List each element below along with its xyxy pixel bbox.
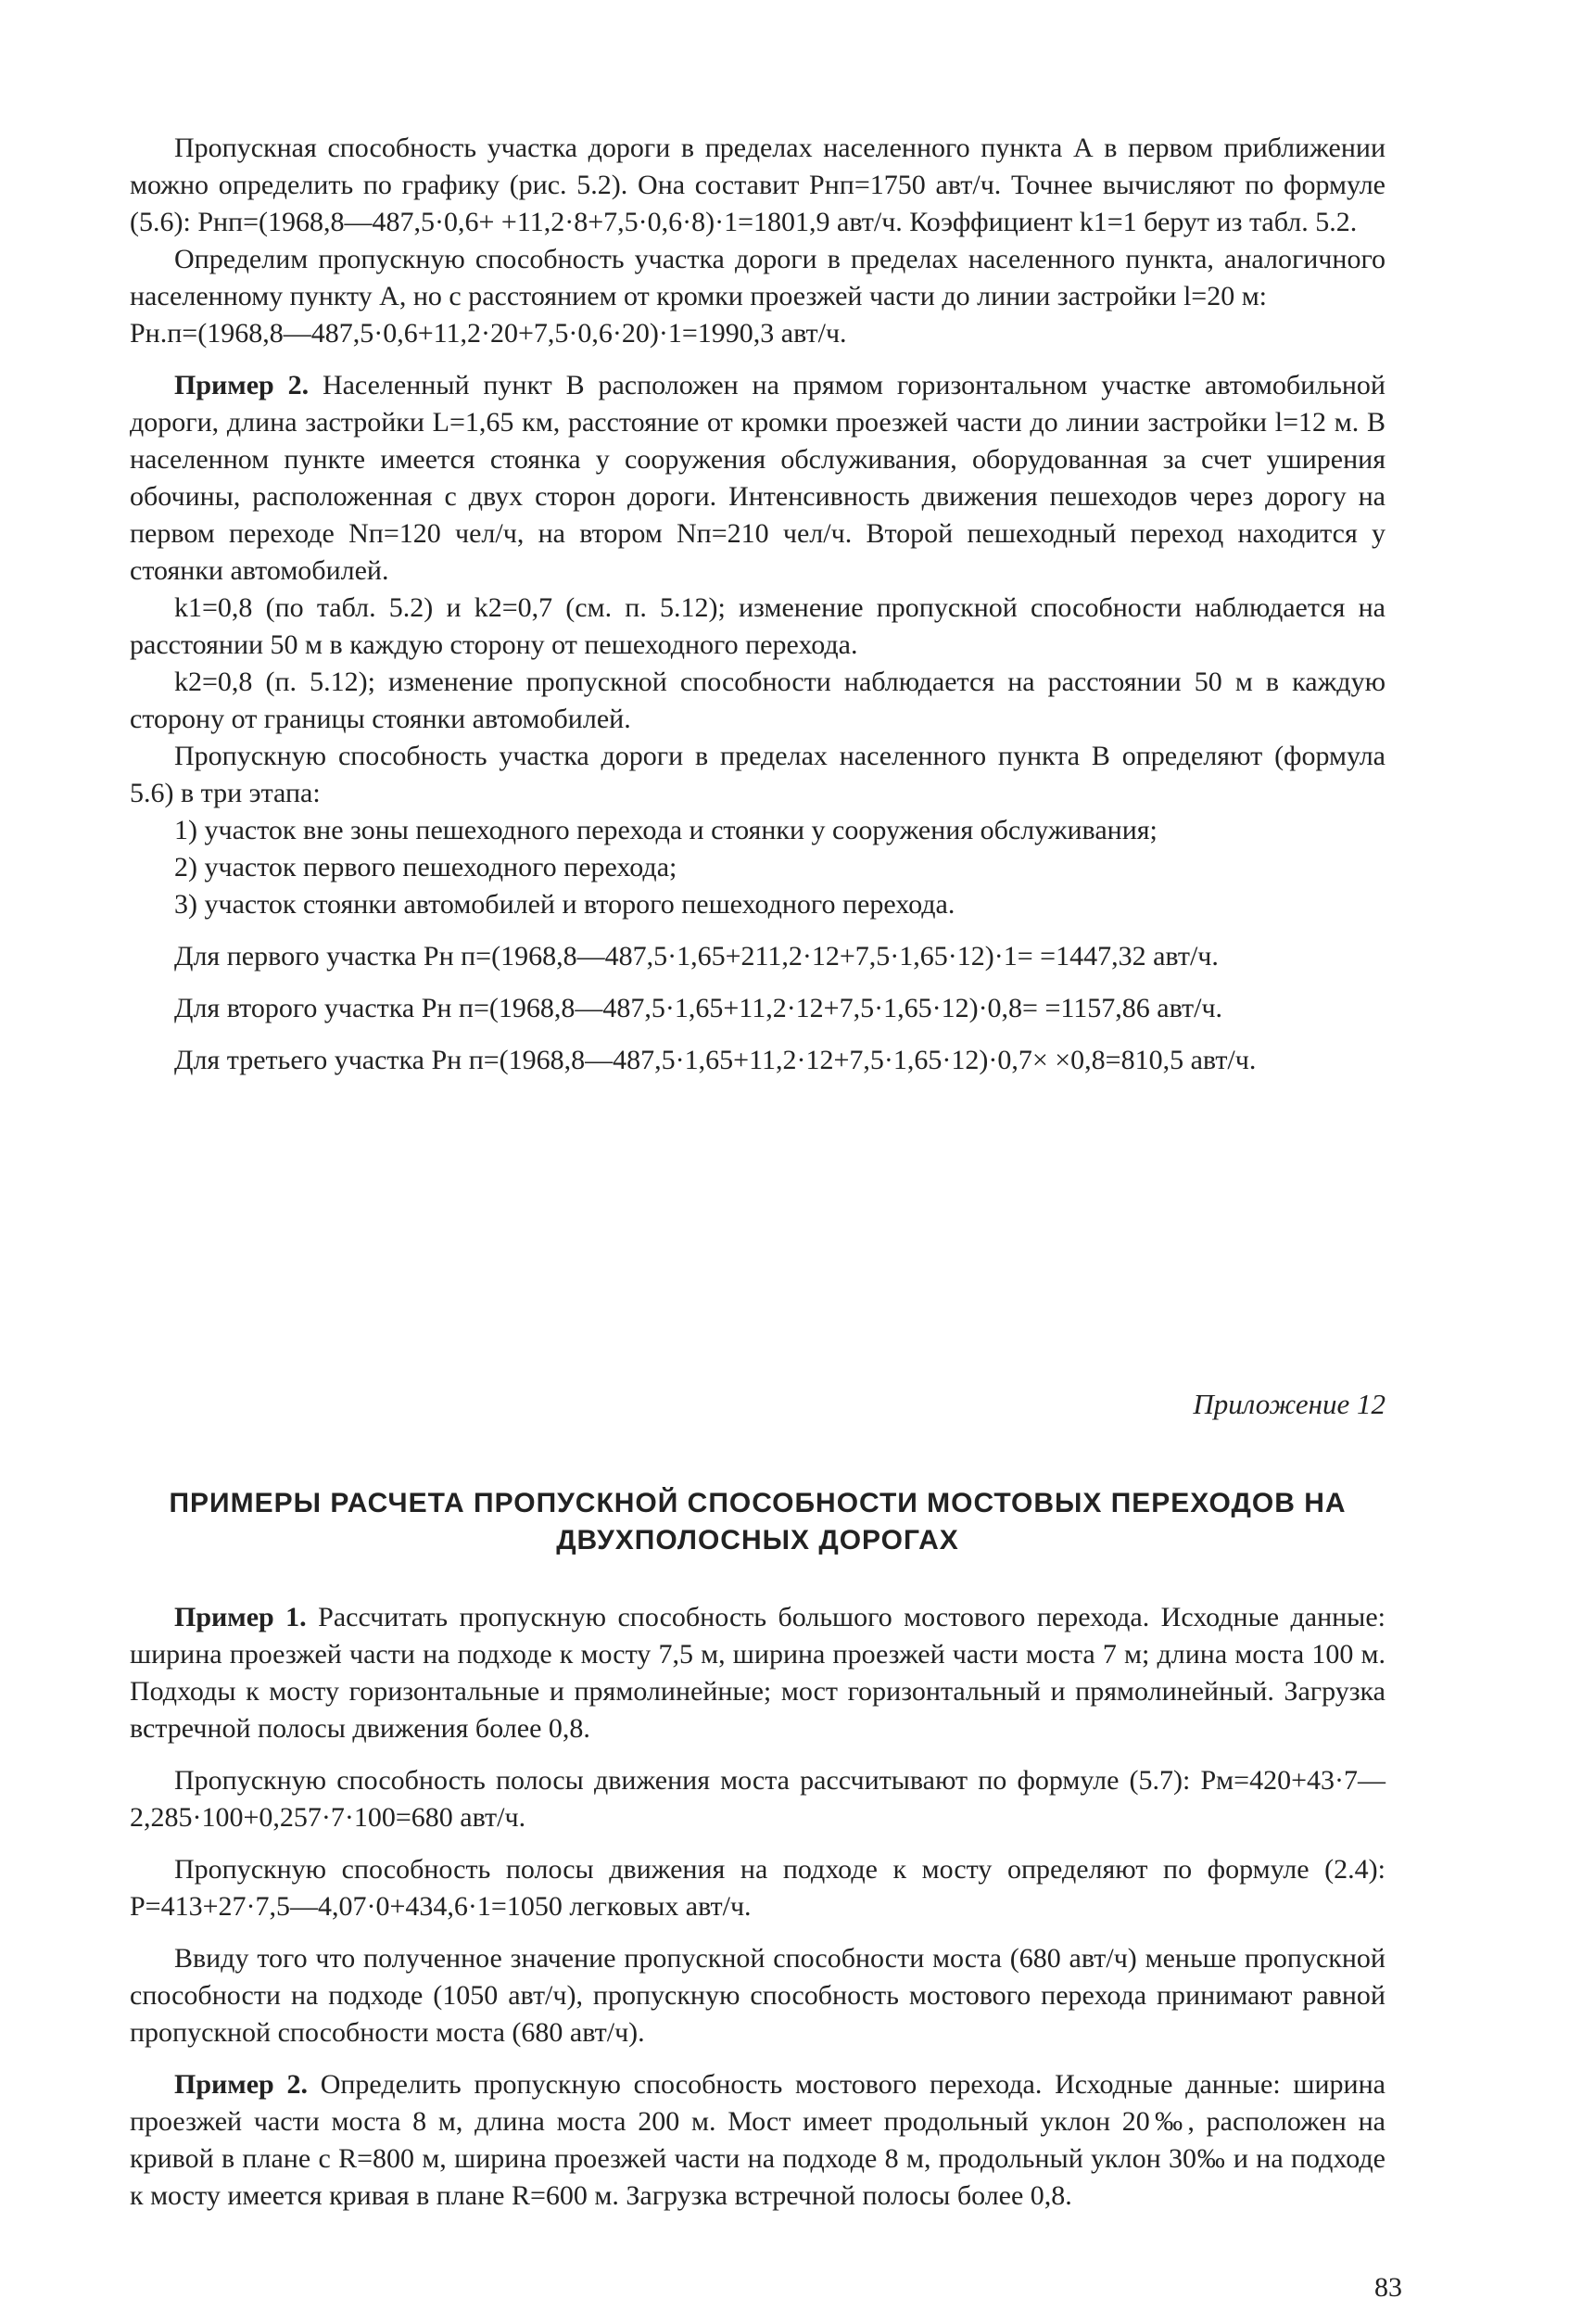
formula-line: Pн.п=(1968,8—487,5·0,6+11,2·20+7,5·0,6·20)·1=1990,3 авт/ч. bbox=[130, 318, 847, 349]
paragraph: Пропускная способность участка дороги в пределах населенного пункта А в первом приближении можно определить по графику (рис. 5.2). Она составит Pнп=1750 авт/ч. Точнее вычисляют по формуле (5.6): Pнп=(1968,8—487,5·0,6+ +11,2·8+7,5·0,6·8)·1=1801,9 авт/ч. Коэффициент k1=1 берут из табл. 5.2. bbox=[130, 133, 1386, 237]
list-item: 1) участок вне зоны пешеходного перехода и стоянки у сооружения обслуживания; bbox=[174, 815, 1158, 845]
list-item: 3) участок стоянки автомобилей и второго пешеходного перехода. bbox=[174, 889, 955, 920]
paragraph: Для первого участка Pн п=(1968,8—487,5·1,65+211,2·12+7,5·1,65·12)·1= =1447,32 авт/ч. bbox=[174, 941, 1219, 972]
appendix-label: Приложение 12 bbox=[1193, 1388, 1386, 1420]
example-paragraph: Пример 2. Определить пропускную способность мостового перехода. Исходные данные: ширина проезжей части моста 8 м, длина моста 200 м. Мост имеет продольный уклон 20‰, расположен на кривой в плане с R=800 м, ширина проезжей части на подходе 8 м, продольный уклон 30‰ и на подходе к мосту имеется кривая в плане R=600 м. Загрузка встречной полосы более 0,8. bbox=[130, 2069, 1386, 2211]
paragraph: Пропускную способность полосы движения на подходе к мосту определяют по формуле (2.4): P=413+27·7,5—4,07·0+434,6·1=1050 легковых авт/ч. bbox=[130, 1854, 1386, 1922]
paragraph: Для третьего участка Pн п=(1968,8—487,5·1,65+11,2·12+7,5·1,65·12)·0,7× ×0,8=810,5 авт/ч. bbox=[174, 1045, 1257, 1075]
example-label: Пример 2. bbox=[174, 370, 310, 400]
paragraph: Пропускную способность участка дороги в пределах населенного пункта В определяют (формула 5.6) в три этапа: bbox=[130, 741, 1386, 808]
example-paragraph: Пример 1. Рассчитать пропускную способность большого мостового перехода. Исходные данные: ширина проезжей части на подходе к мосту 7,5 м, ширина проезжей части моста 7 м; длина моста 100 м. Подходы к мосту горизонтальные и прямолинейные; мост горизонтальный и прямолинейный. Загрузка встречной полосы движения более 0,8. bbox=[130, 1602, 1386, 1744]
example-label: Пример 2. bbox=[174, 2069, 308, 2100]
paragraph: Ввиду того что полученное значение пропускной способности моста (680 авт/ч) меньше пропускной способности на подходе (1050 авт/ч), пропускную способность мостового перехода принимают равной пропускной способности моста (680 авт/ч). bbox=[130, 1943, 1386, 2048]
section-title: ПРИМЕРЫ РАСЧЕТА ПРОПУСКНОЙ СПОСОБНОСТИ МОСТОВЫХ ПЕРЕХОДОВ НА ДВУХПОЛОСНЫХ ДОРОГАХ bbox=[169, 1488, 1347, 1556]
paragraph: Определим пропускную способность участка дороги в пределах населенного пункта, аналогичного населенному пункту А, но с расстоянием от кромки проезжей части до линии застройки l=20 м: bbox=[130, 244, 1386, 311]
example-label: Пример 1. bbox=[174, 1602, 307, 1632]
list-item: 2) участок первого пешеходного перехода; bbox=[174, 852, 677, 883]
paragraph: Для второго участка Pн п=(1968,8—487,5·1,65+11,2·12+7,5·1,65·12)·0,8= =1157,86 авт/ч. bbox=[174, 993, 1223, 1023]
paragraph: Пропускную способность полосы движения моста рассчитывают по формуле (5.7): Pм=420+43·7—2,285·100+0,257·7·100=680 авт/ч. bbox=[130, 1765, 1386, 1833]
example-paragraph: Пример 2. Населенный пункт В расположен на прямом горизонтальном участке автомобильной дороги, длина застройки L=1,65 км, расстояние от кромки проезжей части до линии застройки l=12 м. В населенном пункте имеется стоянка у сооружения обслуживания, оборудованная за счет уширения обочины, расположенная с двух сторон дороги. Интенсивность движения пешеходов через дорогу на первом переходе Nп=120 чел/ч, на втором Nп=210 чел/ч. Второй пешеходный переход находится у стоянки автомобилей. bbox=[130, 370, 1386, 586]
paragraph: k1=0,8 (по табл. 5.2) и k2=0,7 (см. п. 5.12); изменение пропускной способности наблюдается на расстоянии 50 м в каждую сторону от пешеходного перехода. bbox=[130, 592, 1386, 660]
top-text-block bbox=[130, 130, 1386, 1079]
page-number: 83 bbox=[1374, 2272, 1402, 2303]
paragraph: k2=0,8 (п. 5.12); изменение пропускной способности наблюдается на расстоянии 50 м в каждую сторону от границы стоянки автомобилей. bbox=[130, 667, 1386, 734]
bottom-text-block bbox=[130, 1599, 1386, 2215]
